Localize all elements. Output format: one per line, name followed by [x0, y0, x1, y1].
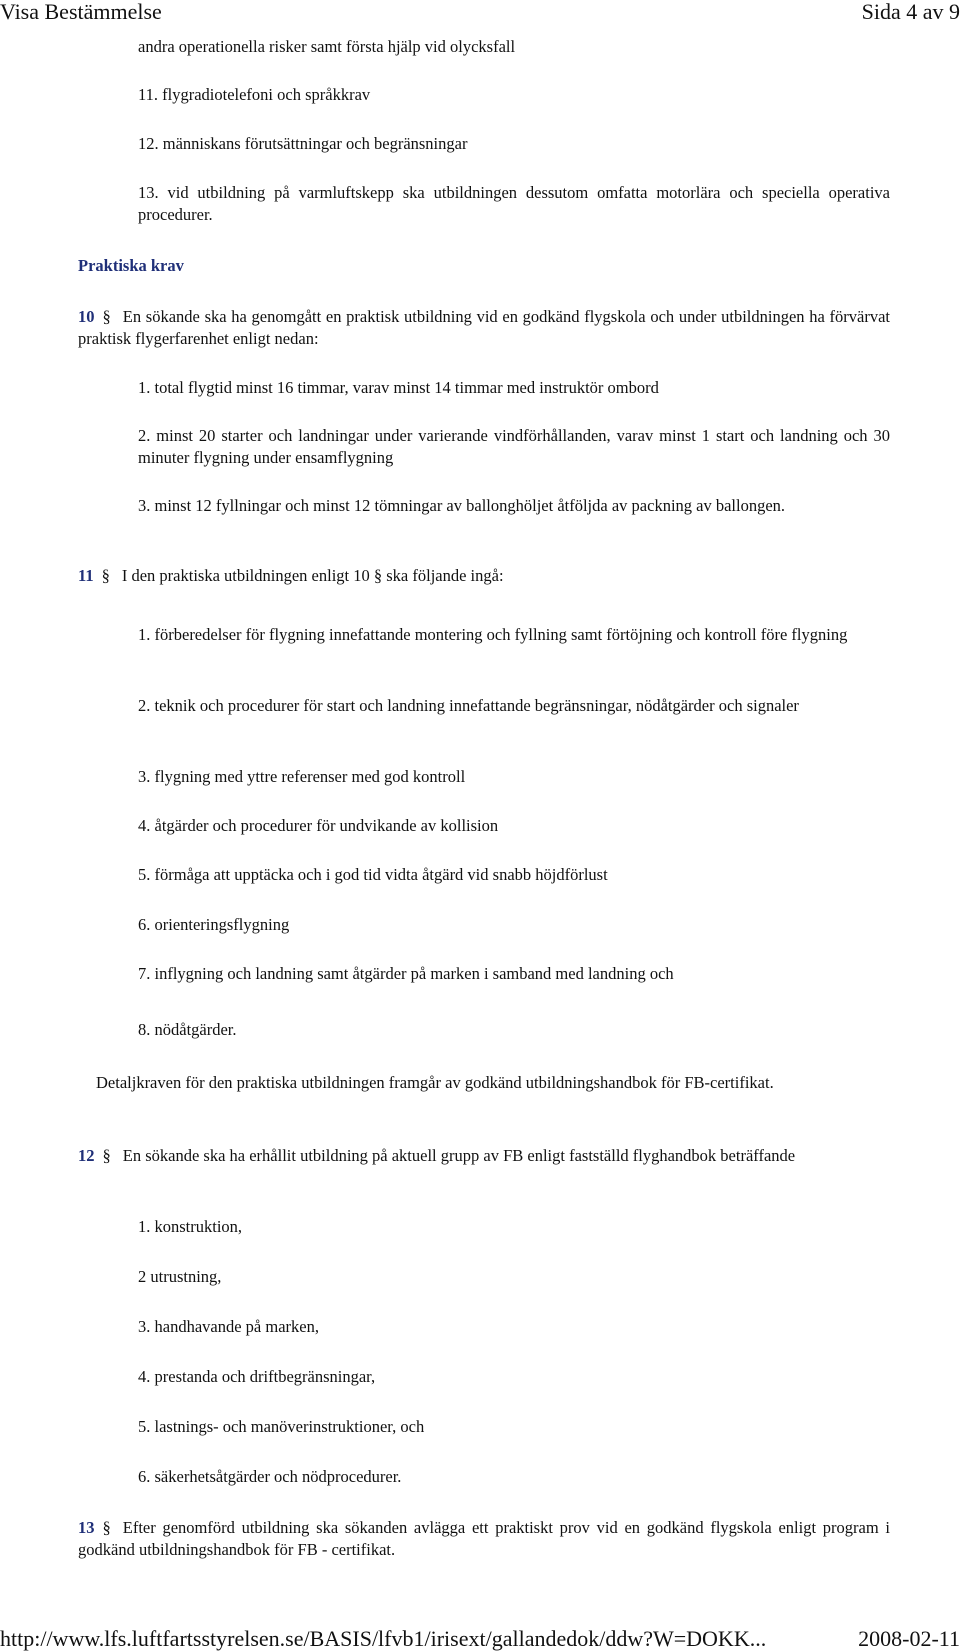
list-item: 1. total flygtid minst 16 timmar, varav minst 14 timmar med instruktör ombord — [138, 378, 659, 397]
section-text: I den praktiska utbildningen enligt 10 § ska följande ingå: — [121, 566, 504, 585]
list-item-11: 11. flygradiotelefoni och språkkrav — [138, 85, 371, 104]
section-heading: Praktiska krav — [78, 256, 184, 275]
list-item-12: 12. människans förutsättningar och begränsningar — [138, 134, 468, 153]
list-item: 3. minst 12 fyllningar och minst 12 tömningar av ballonghöljet åtföljda av packning av ballongen. — [138, 496, 786, 515]
page-footer-date: 2008-02-11 — [858, 1626, 960, 1651]
paragraph-mark: § — [102, 1146, 111, 1165]
section-11 — [78, 565, 890, 587]
list-item: 2. teknik och procedurer för start och landning innefattande begränsningar, nödåtgärder och signaler — [138, 696, 799, 715]
list-item: 5. lastnings- och manöverinstruktioner, och — [138, 1417, 425, 1436]
paragraph-mark: § — [101, 566, 110, 585]
page-header-title: Visa Bestämmelse — [0, 0, 162, 24]
list-item: 2. minst 20 starter och landningar under varierande vindförhållanden, varav minst 1 start och landning och 30 minuter flygning under ensamflygning — [138, 426, 890, 467]
paragraph-mark: § — [102, 1518, 111, 1537]
paragraph-mark: § — [102, 307, 111, 326]
list-item: 4. prestanda och driftbegränsningar, — [138, 1367, 376, 1386]
section-text: Efter genomförd utbildning ska sökanden avlägga ett praktiskt prov vid en godkänd flygskola enligt program i godkänd utbildningshandbok för FB - certifikat. — [78, 1518, 890, 1559]
section-text: En sökande ska ha genomgått en praktisk utbildning vid en godkänd flygskola och under utbildningen ha förvärvat praktisk flygerfarenhet enligt nedan: — [78, 307, 890, 348]
list-item: 5. förmåga att upptäcka och i god tid vidta åtgärd vid snabb höjdförlust — [138, 865, 608, 884]
page-footer-url: http://www.lfs.luftfartsstyrelsen.se/BASIS/lfvb1/irisext/gallandedok/ddw?W=DOKK... — [0, 1626, 767, 1651]
list-item: 4. åtgärder och procedurer för undvikande av kollision — [138, 816, 499, 835]
list-item: 1. konstruktion, — [138, 1217, 243, 1236]
section-11-note: Detaljkraven för den praktiska utbildningen framgår av godkänd utbildningshandbok för FB-certifikat. — [96, 1073, 774, 1092]
section-number: 11 — [78, 566, 94, 585]
section-10 — [78, 306, 890, 350]
section-number: 13 — [78, 1518, 95, 1537]
list-item: 3. handhavande på marken, — [138, 1317, 319, 1336]
list-item: 6. säkerhetsåtgärder och nödprocedurer. — [138, 1467, 402, 1486]
section-number: 10 — [78, 307, 95, 326]
list-item: 2 utrustning, — [138, 1267, 222, 1286]
page-header-page-number: Sida 4 av 9 — [861, 0, 960, 24]
list-item: 1. förberedelser för flygning innefattande montering och fyllning samt förtöjning och kontroll före flygning — [138, 625, 848, 644]
intro-line: andra operationella risker samt första hjälp vid olycksfall — [138, 37, 516, 56]
section-12 — [78, 1145, 890, 1167]
section-text: En sökande ska ha erhållit utbildning på aktuell grupp av FB enligt fastställd flyghandbok beträffande — [122, 1146, 796, 1165]
list-item: 8. nödåtgärder. — [138, 1020, 237, 1039]
list-item: 3. flygning med yttre referenser med god kontroll — [138, 767, 466, 786]
list-item-13: 13. vid utbildning på varmluftskepp ska utbildningen dessutom omfatta motorlära och speciella operativa procedurer. — [138, 183, 890, 224]
list-item: 6. orienteringsflygning — [138, 915, 290, 934]
section-13 — [78, 1517, 890, 1561]
section-number: 12 — [78, 1146, 95, 1165]
list-item: 7. inflygning och landning samt åtgärder på marken i samband med landning och — [138, 964, 674, 983]
